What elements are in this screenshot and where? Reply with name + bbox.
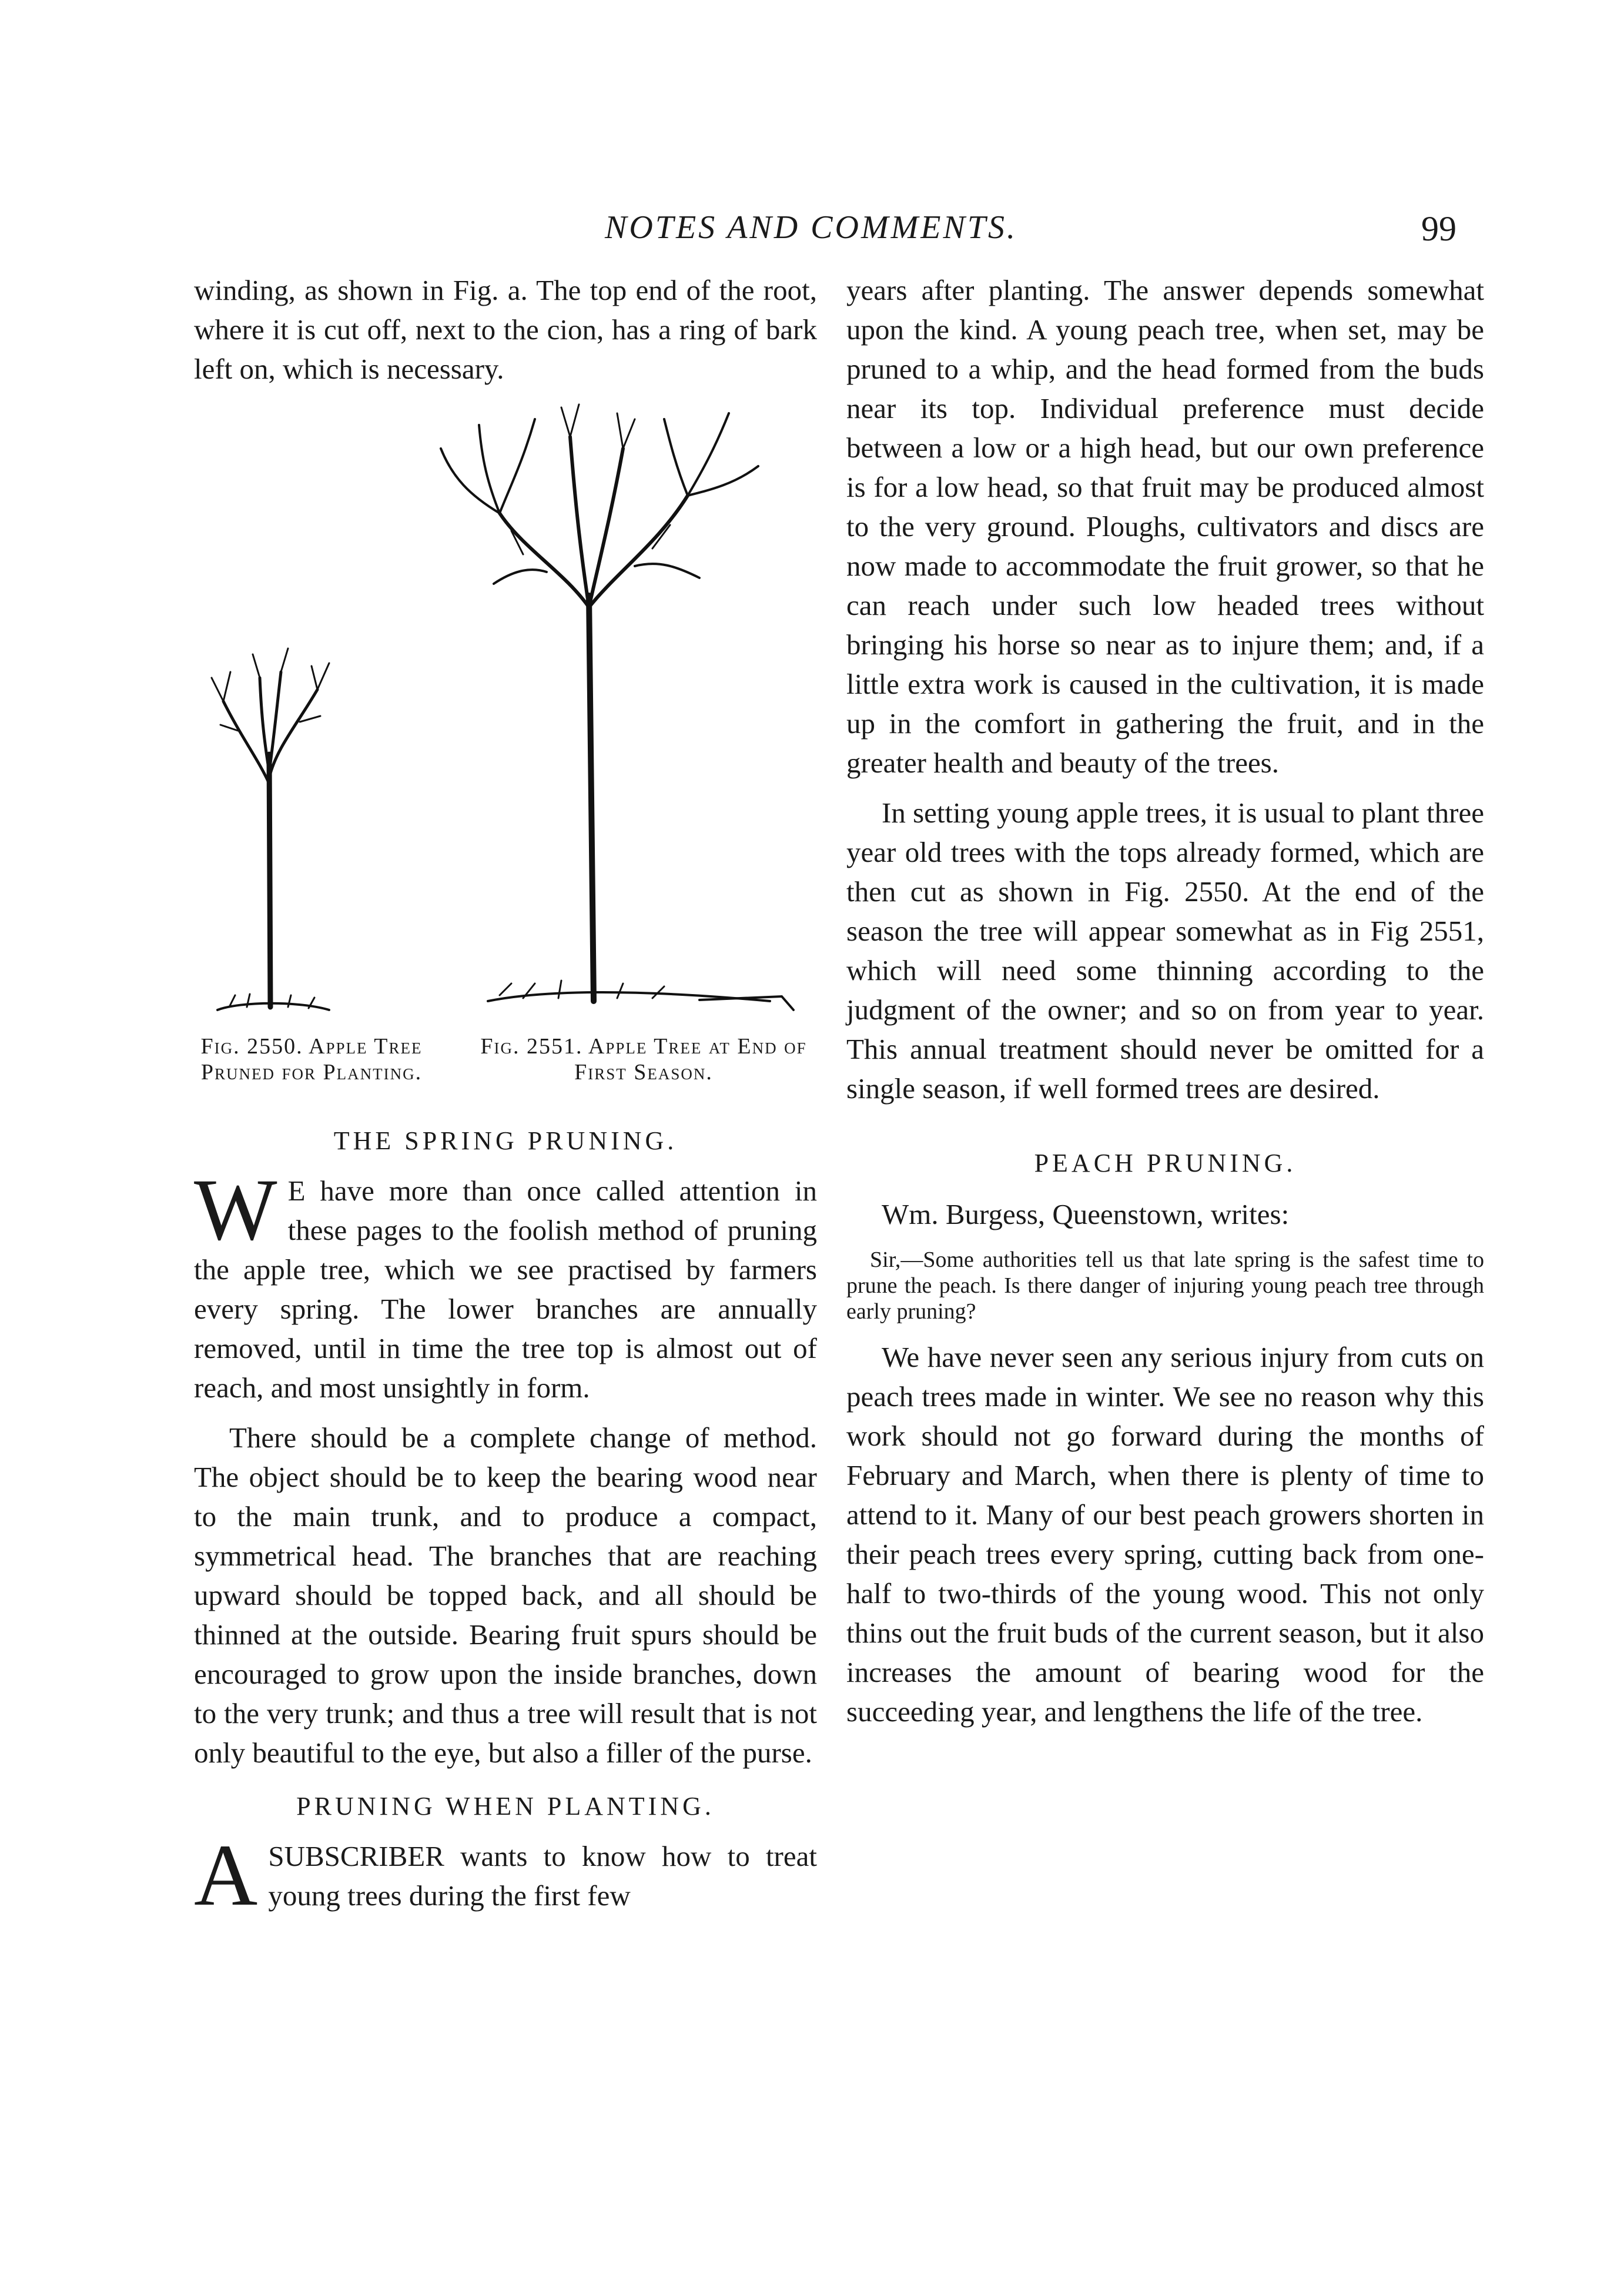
dropcap-a: A	[194, 1826, 258, 1924]
pruning-when-planting-text: SUBSCRIBER wants to know how to treat young trees during the first few	[268, 1840, 817, 1912]
spring-pruning-paragraph-2: There should be a complete change of method. The object should be to keep the bearing wood near to the main trunk, and to produce a compact, symmetrical head. The branches that are reaching upward should be topped back, and all should be thinned at the outside. Bearing fruit spurs should be encouraged to grow upon the inside branches, down to the very trunk; and thus a tree will result that is not only beautiful to the eye, but also a filler of the purse.	[194, 1421, 817, 1769]
figures-area	[194, 396, 817, 1107]
tree-2551-illustration	[441, 404, 793, 1010]
intro-paragraph: winding, as shown in Fig. a. The top end of the root, where it is cut off, next to the cion, has a ring of bark left on, which is necessary.	[194, 274, 817, 385]
right-paragraph-2: In setting young apple trees, it is usual to plant three year old trees with the tops already formed, which are then cut as shown in Fig. 2550. At the end of the season the tree will appear somewhat as in Fig 2551, which will need some thinning according to the judgment of the owner; and so on from year to year. This annual treatment should never be omitted for a single season, if well formed trees are desired.	[846, 797, 1484, 1105]
pruning-when-planting-heading: PRUNING WHEN PLANTING.	[296, 1792, 715, 1821]
page-header	[0, 209, 1624, 256]
spring-pruning-text-1: E have more than once called attention in these pages to the foolish method of pruning the apple tree, which we see practised by farmers every spring. The lower branches are annually removed, until in time the tree top is almost out of reach, and most unsightly in form.	[194, 1175, 817, 1404]
tree-illustrations	[194, 396, 817, 1031]
running-title: NOTES AND COMMENTS.	[605, 209, 1017, 246]
reader-letter: Sir,—Some authorities tell us that late spring is the safest time to prune the peach. Is there danger of injuring young peach tree through early pruning?	[846, 1247, 1484, 1324]
right-paragraph-1: years after planting. The answer depends somewhat upon the kind. A young peach tree, when set, may be pruned to a whip, and the head formed from the buds near its top. Individual preference must decide between a low or a high head, but our own preference is for a low head, so that fruit may be produced almost to the very ground. Ploughs, cultivators and discs are now made to accommodate the fruit grower, so that he can reach under such low headed trees without bringing his horse so near as to injure them; and, if a little extra work is caused in the cultivation, it is made up in the comfort in gathering the fruit, and in the greater health and beauty of the trees.	[846, 274, 1484, 779]
dropcap-w: W	[194, 1161, 277, 1259]
spring-pruning-heading: THE SPRING PRUNING.	[333, 1126, 678, 1155]
pruning-when-planting-paragraph	[194, 1826, 817, 1924]
peach-pruning-heading: PEACH PRUNING.	[1034, 1149, 1297, 1177]
byline: Wm. Burgess, Queenstown, writes:	[882, 1198, 1290, 1230]
figure-2550-caption: Fig. 2550. Apple Tree Pruned for Planting.	[200, 1034, 423, 1085]
figure-2551-caption: Fig. 2551. Apple Tree at End of First Season.	[480, 1034, 807, 1085]
peach-reply: We have never seen any serious injury from cuts on peach trees made in winter. We see no reason why this work should not go forward during the months of February and March, when there is plenty of time to attend to it. Many of our best peach growers shorten in their peach trees every spring, cutting back from one-half to two-thirds of the young wood. This not only thins out the fruit buds of the current season, but it also increases the amount of bearing wood for the succeeding year, and lengthens the life of the tree.	[846, 1341, 1484, 1728]
right-column	[846, 270, 1484, 1731]
left-column	[194, 270, 817, 1924]
tree-2550-illustration	[212, 648, 329, 1010]
page-number: 99	[1421, 209, 1456, 248]
spring-pruning-paragraph-1	[194, 1161, 817, 1407]
